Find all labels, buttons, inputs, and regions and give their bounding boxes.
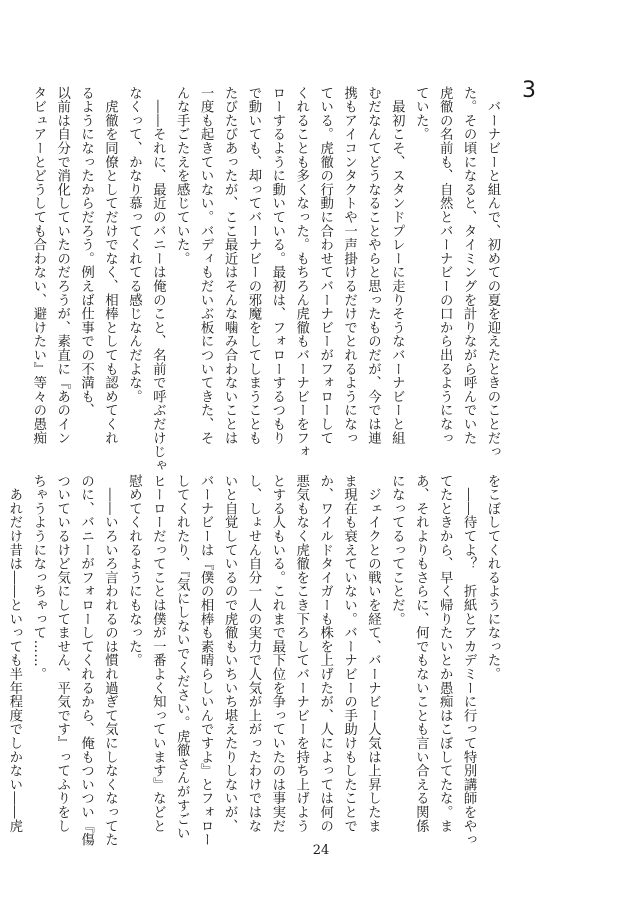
text-line: た。その頃になると、タイミングを計りながら呼んでいた [461,86,477,445]
text-line: 以前は自分で消化していたのだろうが、素直に『あのイン [54,86,70,445]
text-line: 虎徹の名前も、自然とバーナビーの口から出るようになっ [437,86,453,445]
text-line: で動いても、却ってバーナビーの邪魔をしてしまうことも [245,86,261,445]
text-line: くれることも多くなった。もちろん虎徹もバーナビーをフォ [293,86,309,459]
text-line: ついているけど気にしてません、平気です』ってふりをし [54,474,70,833]
text-line: ま現在も衰えていない。バーナビーの手助けもしたことで [341,474,357,833]
page-number: 24 [312,843,330,858]
text-line: んな手ごたえを感じていた。 [174,86,190,266]
text-line: 最初こそ、スタンドプレーに走りそうなバーナビーと組 [389,86,405,445]
upper-text-block [30,86,504,473]
text-line: し、しょせん自分一人の実力で人気が上がったわけではな [245,474,261,833]
text-line: ――いろいろ言われるのは慣れ過ぎて気にしなくなってた [102,474,118,847]
text-line: か、ワイルドタイガーも株を上げたが、人によっては何の [317,474,333,833]
text-line: 慰めてくれるようにもなった。 [126,474,142,668]
text-line: 一度も起きていない。バディもだいぶ板についてきた、そ [198,86,214,445]
text-line: とする人もいる。これまで最下位を争っていたのは事実だ [269,474,285,833]
text-line: ちゃうようになっちゃって……。 [30,474,46,681]
text-line: 虎徹を同僚としてだけでなく、相棒としても認めてくれ [102,86,118,445]
text-line: をこぼしてくれるようになった。 [485,474,500,681]
lower-text-block [6,474,504,847]
text-line: あ、それよりもさらに、何でもないことも言い合える関係 [413,474,429,833]
chapter-number: 3 [522,78,536,103]
text-line: になってるってことだ。 [389,474,405,626]
text-line: タビュアーとどうしても合わない、避けたい』等々の愚痴 [30,86,46,445]
text-line: てたときから、早く帰りたいとか愚痴はこぼしてたな。ま [437,474,453,833]
text-line: ていた。 [413,86,429,142]
text-line: ローするように動いている。最初は、フォローするつもり [269,86,285,445]
text-line: してくれたり、『気にしないでください。虎徹さんがすごい [174,474,190,840]
text-line: ――待てよ？ 折紙とアカデミーに行って特別講師をやっ [461,474,477,847]
text-line: ジェイクとの戦いを経て、バーナビー人気は上昇したま [365,474,381,833]
text-line: 悪気もなく虎徹をこき下ろしてバーナビーを持ち上げよう [293,474,309,833]
text-line: なくって、かなり慕ってくれてる感じなんだよな。 [126,86,142,404]
text-line: バーナビーと組んで、初めての夏を迎えたときのことだっ [485,86,500,459]
text-line: るようになったからだろう。例えば仕事での不満も、 [78,86,94,418]
text-line: いと自覚しているので虎徹もいちいち堪えたりしないが、 [222,474,238,833]
text-line: のに、バニーがフォローしてくれるから、俺もついつい『傷 [78,474,94,847]
text-line: ている。虎徹の行動に合わせてバーナビーがフォローして [317,86,333,445]
text-line: ヒーローだってことは僕が一番よく知っています』などと [150,474,166,833]
text-line: たびたびあったが、ここ最近はそんな噛み合わないことは [222,86,238,445]
text-line: むだなんてどうなることやらと思ったものだが、今では連 [365,86,381,445]
text-line: ――それに、最近のバニーは俺のこと、名前で呼ぶだけじゃ [150,86,166,473]
text-line [0,474,2,834]
text-line: バーナビーは『僕の相棒も素晴らしいんですよ』とフォロー [198,474,214,847]
text-line: あれだけ昔は――といっても半年程度でしかない――虎 [6,474,22,833]
text-line: 携もアイコンタクトや一声掛けるだけでとれるようになっ [341,86,357,445]
